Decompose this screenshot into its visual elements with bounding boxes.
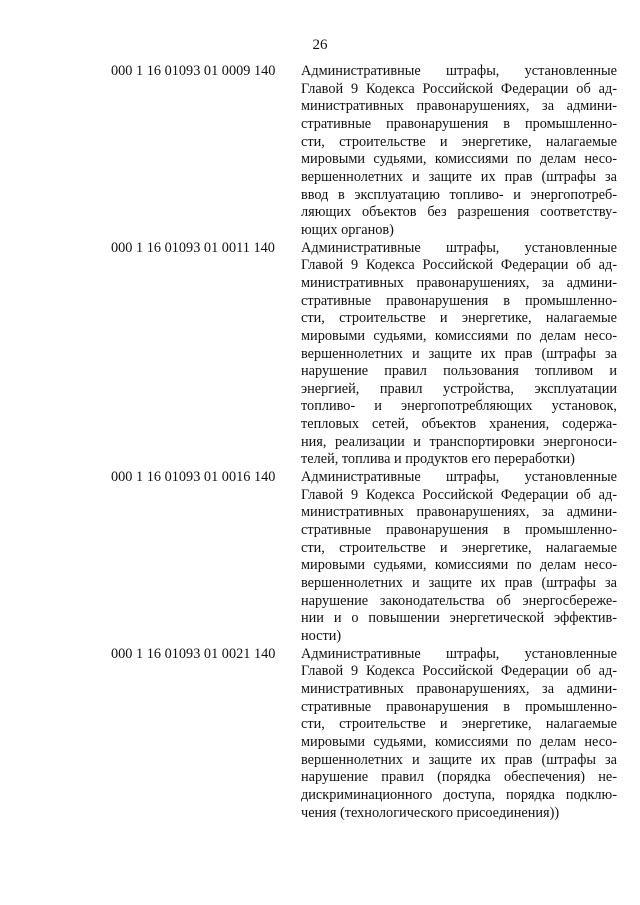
description-line: мировыми судьями, комиссиями по делам несо- — [301, 327, 617, 344]
table-row — [111, 469, 617, 646]
description-line: стративные правонарушения в промышленно- — [301, 698, 617, 715]
budget-code: 000 1 16 01093 01 0021 140 — [111, 645, 276, 662]
description-line: Главой 9 Кодекса Российской Федерации об ад- — [301, 80, 617, 97]
description-line: министративных правонарушениях, за админи- — [301, 680, 617, 697]
description-line: дискриминационного доступа, порядка подклю- — [301, 786, 617, 803]
description-line: тепловых сетей, объектов хранения, содержа- — [301, 416, 617, 433]
description-line: вершеннолетних и защите их прав (штрафы за — [301, 168, 617, 185]
budget-code: 000 1 16 01093 01 0016 140 — [111, 469, 276, 486]
description-line: Административные штрафы, установленные — [301, 63, 617, 79]
description-line: вершеннолетних и защите их прав (штрафы за — [301, 575, 617, 592]
description-line: энергией, правил устройства, эксплуатации — [301, 380, 617, 397]
description-line: топливо- и энергопотребляющих установок, — [301, 398, 617, 415]
description-line: стративные правонарушения в промышленно- — [301, 522, 617, 539]
description-line: Административные штрафы, установленные — [301, 469, 617, 486]
description-line: нарушение правил пользования топливом и — [301, 363, 617, 380]
description-line: Административные штрафы, установленные — [301, 239, 617, 256]
page-number: 26 — [312, 37, 328, 53]
description-line: Главой 9 Кодекса Российской Федерации об ад- — [301, 257, 617, 274]
description-line: Административные штрафы, установленные — [301, 645, 617, 662]
entry-description — [301, 63, 617, 240]
description-line: нии и о повышении энергетической эффектив- — [301, 610, 617, 627]
description-line: ляющих объектов без разрешения соответству- — [301, 204, 617, 221]
description-line: мировыми судьями, комиссиями по делам несо- — [301, 151, 617, 168]
entry-description — [301, 469, 617, 646]
description-line: ности) — [301, 628, 342, 644]
budget-code: 000 1 16 01093 01 0011 140 — [111, 239, 275, 256]
description-line: Главой 9 Кодекса Российской Федерации об ад- — [301, 486, 617, 503]
budget-code: 000 1 16 01093 01 0009 140 — [111, 63, 276, 79]
table-row — [111, 646, 617, 823]
description-line: министративных правонарушениях, за админи- — [301, 274, 617, 291]
description-line: нарушение правил (порядка обеспечения) не- — [301, 769, 617, 786]
description-line: стративные правонарушения в промышленно- — [301, 115, 617, 132]
description-line: телей, топлива и продуктов его переработки) — [301, 451, 575, 468]
budget-code-table — [111, 63, 617, 822]
description-line: министративных правонарушениях, за админи- — [301, 504, 617, 521]
description-line: сти, строительстве и энергетике, налагаемые — [301, 716, 617, 733]
description-line: сти, строительстве и энергетике, налагаемые — [301, 310, 617, 327]
entry-description — [301, 240, 617, 470]
description-line: министративных правонарушениях, за админи- — [301, 98, 617, 115]
description-line: мировыми судьями, комиссиями по делам несо- — [301, 733, 617, 750]
description-line: нарушение законодательства об энергосбереже- — [301, 592, 617, 609]
description-line: ния, реализации и транспортировки энергоноси- — [301, 433, 617, 450]
description-line: сти, строительстве и энергетике, налагаемые — [301, 539, 617, 556]
description-line: вершеннолетних и защите их прав (штрафы за — [301, 751, 617, 768]
table-row — [111, 240, 617, 470]
description-line: Главой 9 Кодекса Российской Федерации об ад- — [301, 663, 617, 680]
table-row — [111, 63, 617, 240]
description-line: стративные правонарушения в промышленно- — [301, 292, 617, 309]
description-line: мировыми судьями, комиссиями по делам несо- — [301, 557, 617, 574]
description-line: сти, строительстве и энергетике, налагаемые — [301, 133, 617, 150]
description-line: вершеннолетних и защите их прав (штрафы за — [301, 345, 617, 362]
description-line: ввод в эксплуатацию топливо- и энергопотреб- — [301, 186, 617, 203]
entry-description — [301, 646, 617, 823]
description-line: чения (технологического присоединения)) — [301, 804, 560, 821]
description-line: ющих органов) — [301, 221, 394, 238]
